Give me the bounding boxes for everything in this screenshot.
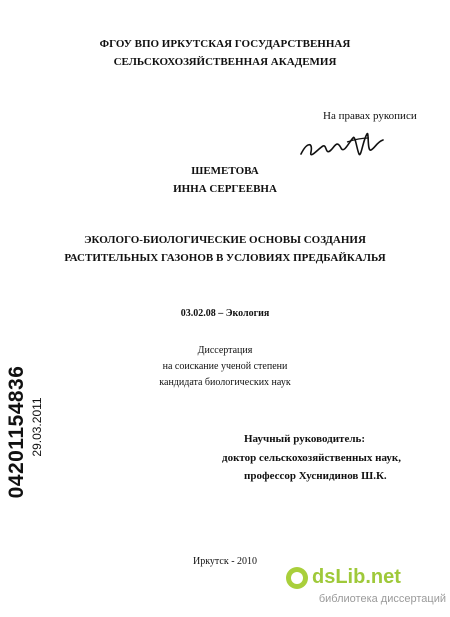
- dslib-logo-icon: [286, 567, 308, 589]
- author-surname: ШЕМЕТОВА: [191, 165, 259, 177]
- degree-line-2: на соискание ученой степени: [162, 361, 288, 372]
- side-stamp-date: 29.03.2011: [30, 397, 44, 457]
- thesis-title-line-2: РАСТИТЕЛЬНЫХ ГАЗОНОВ В УСЛОВИЯХ ПРЕДБАЙКАЛЬЯ: [64, 252, 386, 264]
- degree-line-3: кандидата биологических наук: [159, 377, 291, 388]
- supervisor-degree: доктор сельскохозяйственных наук,: [222, 452, 401, 464]
- degree-line-1: Диссертация: [197, 345, 253, 356]
- city-year: Иркутск - 2010: [192, 556, 258, 567]
- institution-line-1: ФГОУ ВПО ИРКУТСКАЯ ГОСУДАРСТВЕННАЯ: [99, 38, 351, 50]
- thesis-title-line-1: ЭКОЛОГО-БИОЛОГИЧЕСКИЕ ОСНОВЫ СОЗДАНИЯ: [84, 234, 366, 246]
- supervisor-name: профессор Хуснидинов Ш.К.: [244, 470, 387, 482]
- dslib-brand: dsLib.net: [312, 566, 401, 588]
- dslib-caption: библиотека диссертаций: [318, 593, 446, 605]
- author-name: ИННА СЕРГЕЕВНА: [173, 183, 277, 195]
- specialty-code: 03.02.08 – Экология: [180, 308, 270, 319]
- dslib-watermark: [286, 566, 446, 610]
- rights-note: На правах рукописи: [323, 110, 417, 122]
- side-stamp-code: 04201154836: [5, 365, 28, 499]
- institution-line-2: СЕЛЬСКОХОЗЯЙСТВЕННАЯ АКАДЕМИЯ: [113, 56, 337, 68]
- author-signature: [297, 120, 387, 170]
- supervisor-heading: Научный руководитель:: [244, 433, 365, 445]
